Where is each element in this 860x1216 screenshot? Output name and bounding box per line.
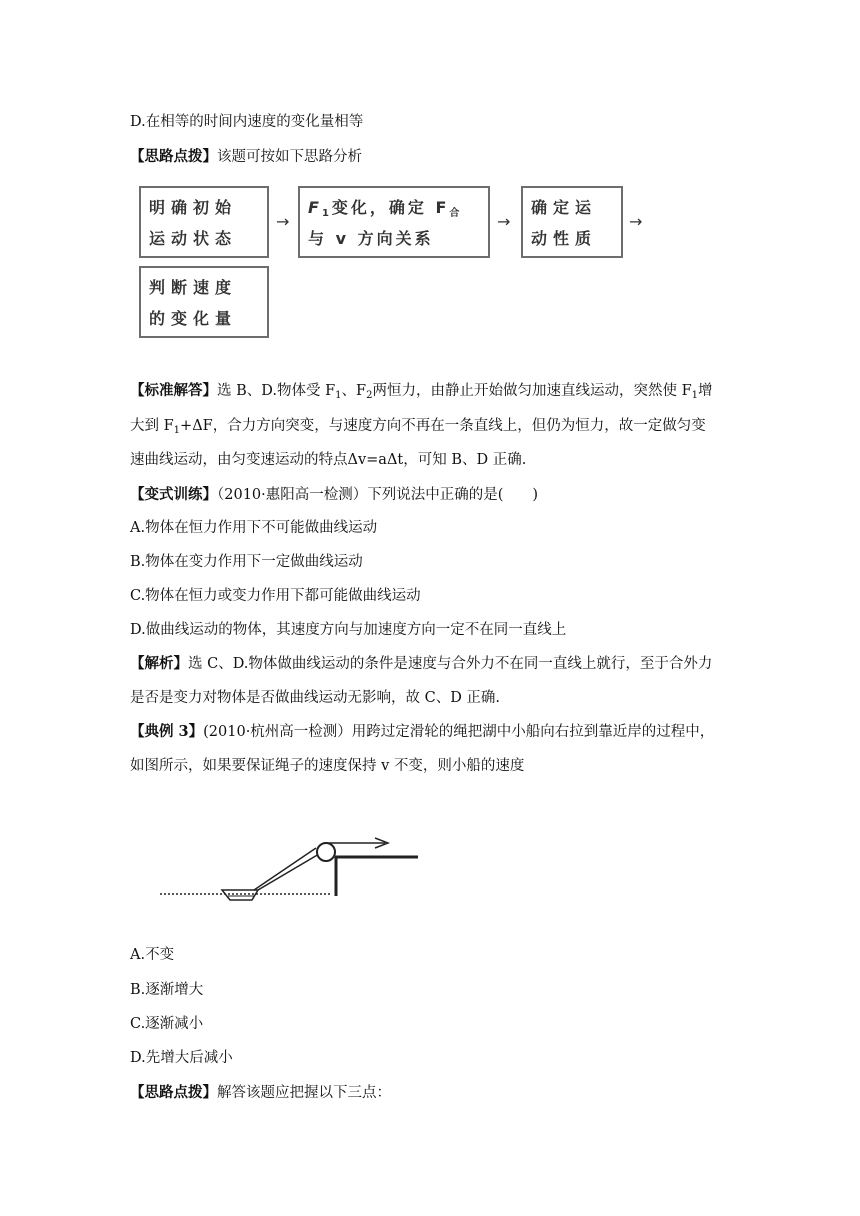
example-3-line-1: 【典例 3】(2010·杭州高一检测）用跨过定滑轮的绳把湖中小船向右拉到靠近岸的过程中， xyxy=(130,723,715,740)
option-c: C.物体在恒力或变力作用下都可能做曲线运动 xyxy=(130,588,421,604)
rope-upper xyxy=(258,854,319,890)
flow-box-initial-state: 明确初始 运动状态 xyxy=(139,186,269,258)
option-d-prev: D.在相等的时间内速度的变化量相等 xyxy=(130,114,364,130)
thinking-hint-1: 【思路点拨】该题可按如下思路分析 xyxy=(130,148,362,165)
standard-answer-line-1: 【标准解答】选 B、D.物体受 $F_1$、$F_2$两恒力，由静止开始做匀加速直线运动，突然使 $F_1$增 xyxy=(130,382,713,401)
flowchart xyxy=(125,176,685,356)
standard-answer-line-3: 速曲线运动，由匀变速运动的特点Δv=aΔt，可知 B、D 正确. xyxy=(130,452,527,468)
analysis-line-2: 是否是变力对物体是否做曲线运动无影响，故 C、D 正确. xyxy=(130,690,501,706)
flow-arrow-3: → xyxy=(629,212,643,231)
rope-lower xyxy=(254,848,316,890)
choice-a: A.不变 xyxy=(130,947,175,963)
choice-c: C.逐渐减小 xyxy=(130,1016,204,1032)
boat xyxy=(222,890,258,900)
flow-box-motion-type: 确定运 动性质 xyxy=(521,186,623,258)
option-d: D.做曲线运动的物体，其速度方向与加速度方向一定不在同一直线上 xyxy=(130,622,567,638)
option-a: A.物体在恒力作用下不可能做曲线运动 xyxy=(130,520,378,536)
example-3-line-2: 如图所示，如果要保证绳子的速度保持 v 不变，则小船的速度 xyxy=(130,758,525,774)
choice-d: D.先增大后减小 xyxy=(130,1050,233,1066)
variant-training: 【变式训练】（2010·惠阳高一检测）下列说法中正确的是( ) xyxy=(130,486,539,503)
thinking-hint-2: 【思路点拨】解答该题应把握以下三点： xyxy=(130,1084,391,1101)
option-b: B.物体在变力作用下一定做曲线运动 xyxy=(130,554,363,570)
pulley-boat-figure xyxy=(150,820,450,930)
standard-answer-line-2: 大到 $F_1+\Delta F$，合力方向突变，与速度方向不再在一条直线上，但仍为恒力，故一定做匀变 xyxy=(130,418,706,436)
flow-arrow-1: → xyxy=(276,212,290,231)
flow-arrow-2: → xyxy=(497,212,511,231)
pulley xyxy=(317,843,335,861)
flow-box-force-change: $F_1$变化，确定 $F_合$ 与 v 方向关系 xyxy=(298,186,490,258)
flow-box-velocity-change: 判断速度 的变化量 xyxy=(139,266,269,338)
analysis-line-1: 【解析】选 C、D.物体做曲线运动的条件是速度与合外力不在同一直线上就行，至于合外力 xyxy=(130,655,713,672)
choice-b: B.逐渐增大 xyxy=(130,982,204,998)
